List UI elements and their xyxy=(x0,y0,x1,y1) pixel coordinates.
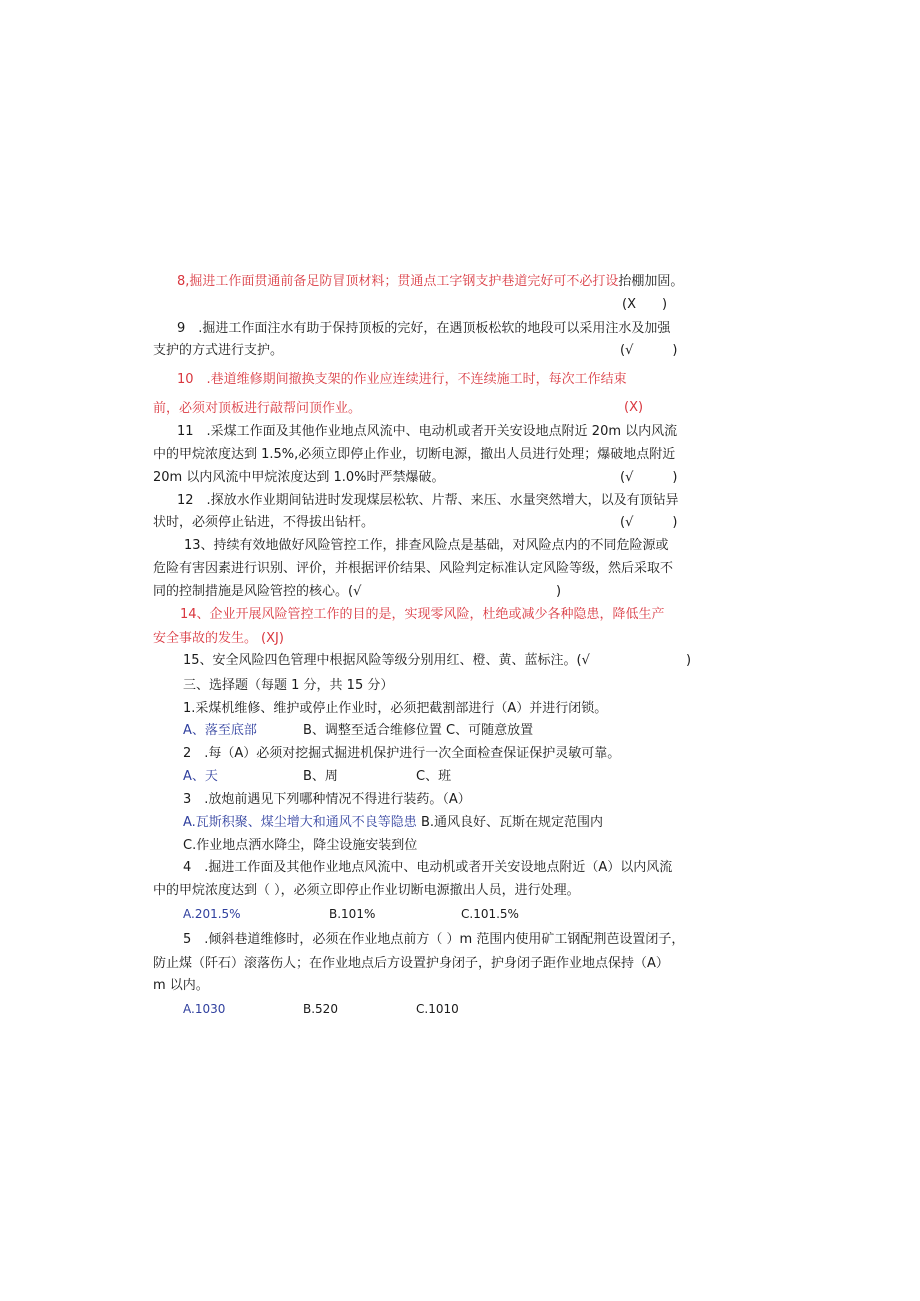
q14-line1: 14、企业开展风险管控工作的目的是，实现零风险，杜绝或减少各种隐患，降低生产 xyxy=(180,607,665,622)
q10-line1: 10 .巷道维修期间撤换支架的作业应连续进行，不连续施工时，每次工作结束 xyxy=(177,372,627,387)
q9-answer-mark: (√ ) xyxy=(620,343,678,358)
section3-title: 三、选择题（每题 1 分，共 15 分） xyxy=(183,678,394,693)
q9-line1: 9 .掘进工作面注水有助于保持顶板的完好，在遇顶板松软的地段可以采用注水及加强 xyxy=(177,321,671,336)
c5-option-c: C.1010 xyxy=(416,1002,459,1016)
q13-line1: 13、持续有效地做好风险管控工作，排查风险点是基础，对风险点内的不同危险源或 xyxy=(184,538,669,553)
q11-answer-mark: (√ ) xyxy=(620,470,678,485)
c3-option-b: B.通风良好、瓦斯在规定范围内 xyxy=(420,815,604,830)
c3-options-ab xyxy=(183,814,603,832)
c2-option-b: B、周 xyxy=(303,769,338,784)
q11-line2: 中的甲烷浓度达到 1.5%,必须立即停止作业，切断电源，撤出人员进行处理；爆破地点附近 xyxy=(153,447,676,462)
q14-answer-mark: (XJ) xyxy=(261,631,284,646)
q8-line1-tail: 抬棚加固。 xyxy=(618,274,684,289)
q8-line1-text: 8,掘进工作面贯通前备足防冒顶材料；贯通点工字钢支护巷道完好可不必打设 xyxy=(177,274,619,289)
c3-stem: 3 .放炮前遇见下列哪种情况不得进行装药。（A） xyxy=(183,792,471,807)
q13-answer-close: ) xyxy=(556,584,562,599)
c3-option-c: C.作业地点洒水降尘，降尘设施安装到位 xyxy=(183,838,418,853)
q9-line2: 支护的方式进行支护。 xyxy=(153,343,284,358)
c5-option-b: B.520 xyxy=(303,1002,338,1016)
c4-option-c: C.101.5% xyxy=(461,907,519,921)
q12-answer-mark: (√ ) xyxy=(620,515,678,530)
q12-line1: 12 .探放水作业期间钻进时发现煤层松软、片帮、来压、水量突然增大，以及有顶钻异 xyxy=(177,493,679,508)
q11-line1: 11 .采煤工作面及其他作业地点风流中、电动机或者开关安设地点附近 20m 以内风流 xyxy=(177,424,678,439)
c5-option-a: A.1030 xyxy=(183,1002,226,1016)
c2-option-c: C、班 xyxy=(416,769,452,784)
q13-line3: 同的控制措施是风险管控的核心。(√ xyxy=(153,584,362,599)
c1-stem: 1.采煤机维修、维护或停止作业时，必须把截割部进行（A）并进行闭锁。 xyxy=(183,701,608,716)
q8-answer-mark: (X ) xyxy=(622,297,668,312)
q15-line1: 15、安全风险四色管理中根据风险等级分别用红、橙、黄、蓝标注。(√ xyxy=(183,653,590,668)
q15-answer-close: ) xyxy=(686,653,692,668)
q11-line3: 20m 以内风流中甲烷浓度达到 1.0%时严禁爆破。 xyxy=(153,470,445,485)
c5-stem-line2: 防止煤（阡石）滚落伤人；在作业地点后方设置护身闭子，护身闭子距作业地点保持（A） xyxy=(153,956,669,971)
c5-stem-line1: 5 .倾斜巷道维修时，必须在作业地点前方（ ）m 范围内使用矿工钢配荆芭设置闭子， xyxy=(183,932,685,947)
c2-stem: 2 .每（A）必须对挖掘式掘进机保护进行一次全面检查保证保护灵敏可靠。 xyxy=(183,746,621,761)
q8-line1 xyxy=(177,273,683,291)
q10-line2: 前，必须对顶板进行敲帮问顶作业。 xyxy=(153,401,362,416)
q14-line2 xyxy=(153,630,284,648)
c1-options-bc: B、调整至适合维修位置 C、可随意放置 xyxy=(303,723,534,738)
c1-option-a: A、落至底部 xyxy=(183,723,257,738)
q10-answer-mark: (X) xyxy=(624,400,644,415)
c5-stem-line3: m 以内。 xyxy=(153,978,209,993)
q13-line2: 危险有害因素进行识别、评价，并根据评价结果、风险判定标准认定风险等级，然后采取不 xyxy=(153,561,674,576)
c4-stem-line2: 中的甲烷浓度达到（ ），必须立即停止作业切断电源撤出人员，进行处理。 xyxy=(153,883,580,898)
q14-line2-text: 安全事故的发生。 xyxy=(153,631,258,646)
q12-line2: 状时，必须停止钻进，不得拔出钻杆。 xyxy=(153,515,375,530)
c4-option-a: A.201.5% xyxy=(183,907,241,921)
c4-option-b: B.101% xyxy=(329,907,376,921)
c4-stem-line1: 4 .掘进工作面及其他作业地点风流中、电动机或者开关安设地点附近（A）以内风流 xyxy=(183,860,673,875)
c2-option-a: A、天 xyxy=(183,769,218,784)
c3-option-a: A.瓦斯积聚、煤尘增大和通风不良等隐患 xyxy=(183,815,417,830)
